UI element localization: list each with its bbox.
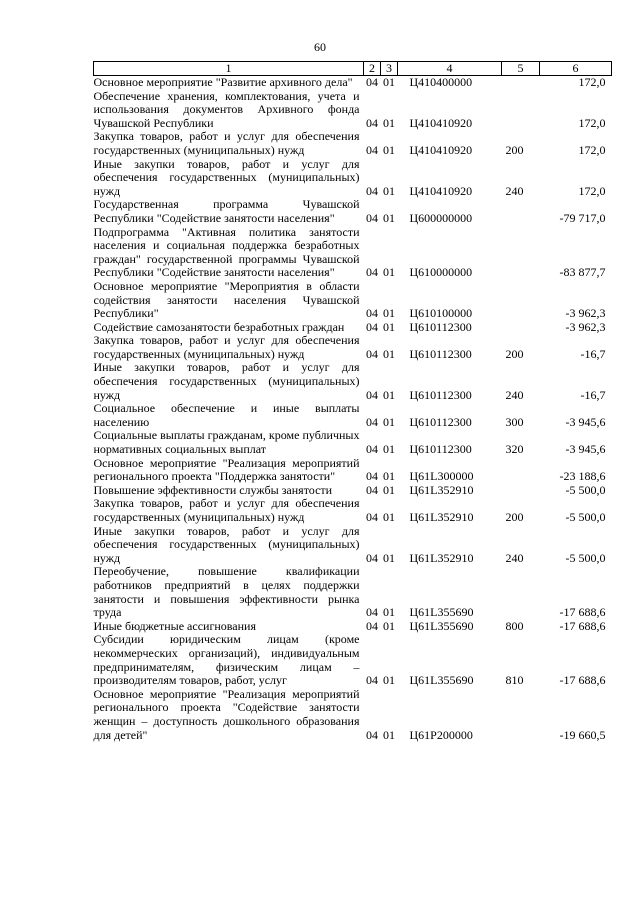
row-target-code-cell: Ц61L352910 — [409, 482, 474, 497]
row-target-code-cell: Ц410410920 — [409, 183, 473, 198]
row-amount-cell: -19 660,5 — [559, 727, 606, 742]
row-subsection-cell: 01 — [383, 183, 395, 198]
row-expense-type-cell — [502, 457, 540, 484]
row-name-cell: Иные закупки товаров, работ и услуг для обеспечения государственных (муниципальных) нужд — [93, 156, 360, 198]
row-subsection-cell: 01 — [383, 75, 395, 89]
header-col-4: 4 — [398, 62, 502, 76]
row-target-code-cell: Ц410410920 — [409, 115, 473, 130]
table-row — [94, 280, 612, 321]
row-name-cell: Переобучение, повышение квалификации работников предприятий в целях поддержки занятости и повышения эффективности рынка труда — [93, 564, 360, 620]
row-section-cell: 04 — [366, 414, 378, 429]
row-subsection-cell: 01 — [383, 469, 395, 484]
row-amount-cell: -17 688,6 — [559, 618, 606, 633]
row-name-cell: Содействие самозанятости безработных граждан — [93, 319, 345, 334]
row-section-cell: 04 — [366, 673, 378, 688]
row-amount-cell: 172,0 — [578, 183, 606, 198]
row-section-cell: 04 — [366, 727, 378, 742]
row-name-cell: Основное мероприятие "Развитие архивного дела" — [93, 75, 353, 89]
table-header-row — [94, 62, 612, 76]
row-expense-type-cell: 200 — [505, 142, 524, 157]
table-body — [94, 76, 612, 743]
row-target-code-cell: Ц610112300 — [409, 319, 472, 334]
row-expense-type-cell: 800 — [505, 618, 524, 633]
row-target-code-cell: Ц610112300 — [409, 414, 472, 429]
table-row — [94, 334, 612, 361]
row-subsection-cell: 01 — [383, 142, 395, 157]
row-subsection-cell: 01 — [383, 414, 395, 429]
row-amount-cell: -3 945,6 — [565, 414, 606, 429]
table-row — [94, 198, 612, 225]
row-name-cell: Иные закупки товаров, работ и услуг для обеспечения государственных (муниципальных) нужд — [93, 360, 360, 402]
table-row — [94, 497, 612, 524]
row-amount-cell: 172,0 — [578, 115, 606, 130]
row-expense-type-cell — [502, 90, 540, 131]
row-expense-type-cell — [502, 484, 540, 498]
row-subsection-cell: 01 — [383, 510, 395, 524]
row-amount-cell: -79 717,0 — [559, 210, 606, 225]
page-number: 60 — [314, 40, 326, 54]
row-subsection-cell: 01 — [383, 482, 395, 497]
table-row — [94, 429, 612, 456]
row-name-cell: Закупка товаров, работ и услуг для обеспечения государственных (муниципальных) нужд — [93, 496, 360, 524]
row-target-code-cell: Ц610112300 — [409, 442, 472, 457]
row-amount-cell: -16,7 — [580, 346, 606, 361]
row-name-cell: Основное мероприятие "Реализация мероприятий регионального проекта "Поддержка занятости" — [93, 455, 360, 484]
row-expense-type-cell — [502, 76, 540, 90]
row-name-cell: Государственная программа Чувашской Республики "Содействие занятости населения" — [93, 197, 360, 225]
table-row — [94, 226, 612, 280]
row-section-cell: 04 — [366, 442, 378, 457]
row-subsection-cell: 01 — [383, 306, 395, 321]
row-section-cell: 04 — [366, 387, 378, 402]
row-target-code-cell: Ц410410920 — [409, 142, 473, 157]
header-col-1: 1 — [94, 62, 364, 76]
row-name-cell: Социальные выплаты гражданам, кроме публичных нормативных социальных выплат — [93, 428, 360, 457]
row-subsection-cell: 01 — [383, 550, 395, 565]
row-name-cell: Закупка товаров, работ и услуг для обеспечения государственных (муниципальных) нужд — [93, 333, 360, 361]
row-expense-type-cell: 810 — [505, 673, 524, 688]
row-amount-cell: -83 877,7 — [559, 265, 606, 280]
row-subsection-cell: 01 — [383, 115, 395, 130]
row-target-code-cell: Ц61L355690 — [409, 673, 474, 688]
row-section-cell: 04 — [366, 510, 378, 524]
row-target-code-cell: Ц600000000 — [409, 210, 473, 225]
row-subsection-cell: 01 — [383, 673, 395, 688]
row-expense-type-cell — [502, 321, 540, 335]
row-target-code-cell: Ц61L352910 — [409, 550, 474, 565]
row-expense-type-cell: 320 — [505, 442, 524, 457]
row-name-cell: Повышение эффективности службы занятости — [93, 482, 333, 497]
row-section-cell: 04 — [366, 618, 378, 633]
row-subsection-cell: 01 — [383, 442, 395, 457]
row-amount-cell: -5 500,0 — [565, 510, 606, 524]
row-expense-type-cell — [502, 198, 540, 225]
table-row — [94, 76, 612, 90]
row-section-cell: 04 — [366, 115, 378, 130]
table-row — [94, 688, 612, 742]
row-amount-cell: 172,0 — [578, 75, 606, 89]
row-target-code-cell: Ц610000000 — [409, 265, 473, 280]
header-col-2: 2 — [364, 62, 381, 76]
table-row — [94, 402, 612, 429]
row-expense-type-cell — [502, 280, 540, 321]
row-expense-type-cell: 240 — [505, 183, 524, 198]
table-row — [94, 361, 612, 402]
row-section-cell: 04 — [366, 183, 378, 198]
table-row — [94, 158, 612, 199]
row-subsection-cell: 01 — [383, 605, 395, 620]
row-section-cell: 04 — [366, 482, 378, 497]
row-amount-cell: -3 962,3 — [565, 319, 606, 334]
row-name-cell: Закупка товаров, работ и услуг для обеспечения государственных (муниципальных) нужд — [93, 129, 360, 157]
row-target-code-cell: Ц61L352910 — [409, 510, 474, 524]
table-row — [94, 457, 612, 484]
row-amount-cell: -5 500,0 — [565, 482, 606, 497]
row-name-cell: Основное мероприятие "Мероприятия в области содействия занятости населения Чувашской Республики" — [93, 278, 360, 321]
row-target-code-cell: Ц610100000 — [409, 306, 473, 321]
row-target-code-cell: Ц610112300 — [409, 387, 472, 402]
table-row — [94, 90, 612, 131]
row-section-cell: 04 — [366, 346, 378, 361]
row-amount-cell: -16,7 — [580, 387, 606, 402]
row-section-cell: 04 — [366, 75, 378, 89]
row-subsection-cell: 01 — [383, 210, 395, 225]
row-subsection-cell: 01 — [383, 346, 395, 361]
header-col-5: 5 — [502, 62, 540, 76]
table-row — [94, 525, 612, 566]
row-expense-type-cell — [502, 688, 540, 742]
row-amount-cell: -17 688,6 — [559, 673, 606, 688]
table-row — [94, 484, 612, 498]
row-subsection-cell: 01 — [383, 727, 395, 742]
row-target-code-cell: Ц61P200000 — [409, 727, 473, 742]
row-section-cell: 04 — [366, 142, 378, 157]
table-row — [94, 633, 612, 687]
budget-table — [93, 61, 612, 742]
row-target-code-cell: Ц410400000 — [409, 75, 473, 89]
row-amount-cell: -17 688,6 — [559, 605, 606, 620]
row-name-cell: Основное мероприятие "Реализация мероприятий регионального проекта "Содействие занятости женщин – доступность дошкольного образования для детей" — [93, 686, 360, 742]
row-expense-type-cell: 300 — [505, 414, 524, 429]
row-target-code-cell: Ц61L355690 — [409, 605, 474, 620]
row-name-cell: Иные бюджетные ассигнования — [93, 618, 256, 633]
row-expense-type-cell: 200 — [505, 510, 524, 524]
row-expense-type-cell: 240 — [505, 387, 524, 402]
row-name-cell: Обеспечение хранения, комплектования, учета и использования документов Архивного фонда Чувашской Республики — [93, 88, 360, 130]
row-name-cell: Подпрограмма "Активная политика занятости населения и социальная поддержка безработных граждан" государственной программы Чувашской Республики "Содействие занятости населения" — [93, 224, 360, 280]
row-name-cell: Субсидии юридическим лицам (кроме некоммерческих организаций), индивидуальным предпринимателям, физическим лицам – производителям товаров, работ, услуг — [93, 632, 360, 688]
table-row — [94, 321, 612, 335]
table-row — [94, 130, 612, 157]
row-section-cell: 04 — [366, 306, 378, 321]
header-col-6: 6 — [540, 62, 612, 76]
row-section-cell: 04 — [366, 605, 378, 620]
row-name-cell: Иные закупки товаров, работ и услуг для обеспечения государственных (муниципальных) нужд — [93, 523, 360, 565]
row-section-cell: 04 — [366, 265, 378, 280]
row-amount-cell: 172,0 — [578, 142, 606, 157]
row-expense-type-cell: 200 — [505, 346, 524, 361]
row-target-code-cell: Ц610112300 — [409, 346, 472, 361]
row-expense-type-cell: 240 — [505, 550, 524, 565]
row-amount-cell: -3 962,3 — [565, 306, 606, 321]
row-target-code-cell: Ц61L300000 — [409, 469, 474, 484]
table-row — [94, 620, 612, 634]
row-subsection-cell: 01 — [383, 265, 395, 280]
row-subsection-cell: 01 — [383, 618, 395, 633]
row-section-cell: 04 — [366, 210, 378, 225]
row-target-code-cell: Ц61L355690 — [409, 618, 474, 633]
row-subsection-cell: 01 — [383, 319, 395, 334]
table-row — [94, 565, 612, 619]
row-expense-type-cell — [502, 226, 540, 280]
header-col-3: 3 — [381, 62, 398, 76]
row-amount-cell: -5 500,0 — [565, 550, 606, 565]
row-section-cell: 04 — [366, 469, 378, 484]
row-amount-cell: -23 188,6 — [559, 469, 606, 484]
row-amount-cell: -3 945,6 — [565, 442, 606, 457]
row-section-cell: 04 — [366, 319, 378, 334]
row-name-cell: Социальное обеспечение и иные выплаты населению — [93, 401, 360, 429]
row-expense-type-cell — [502, 565, 540, 619]
row-subsection-cell: 01 — [383, 387, 395, 402]
row-section-cell: 04 — [366, 550, 378, 565]
